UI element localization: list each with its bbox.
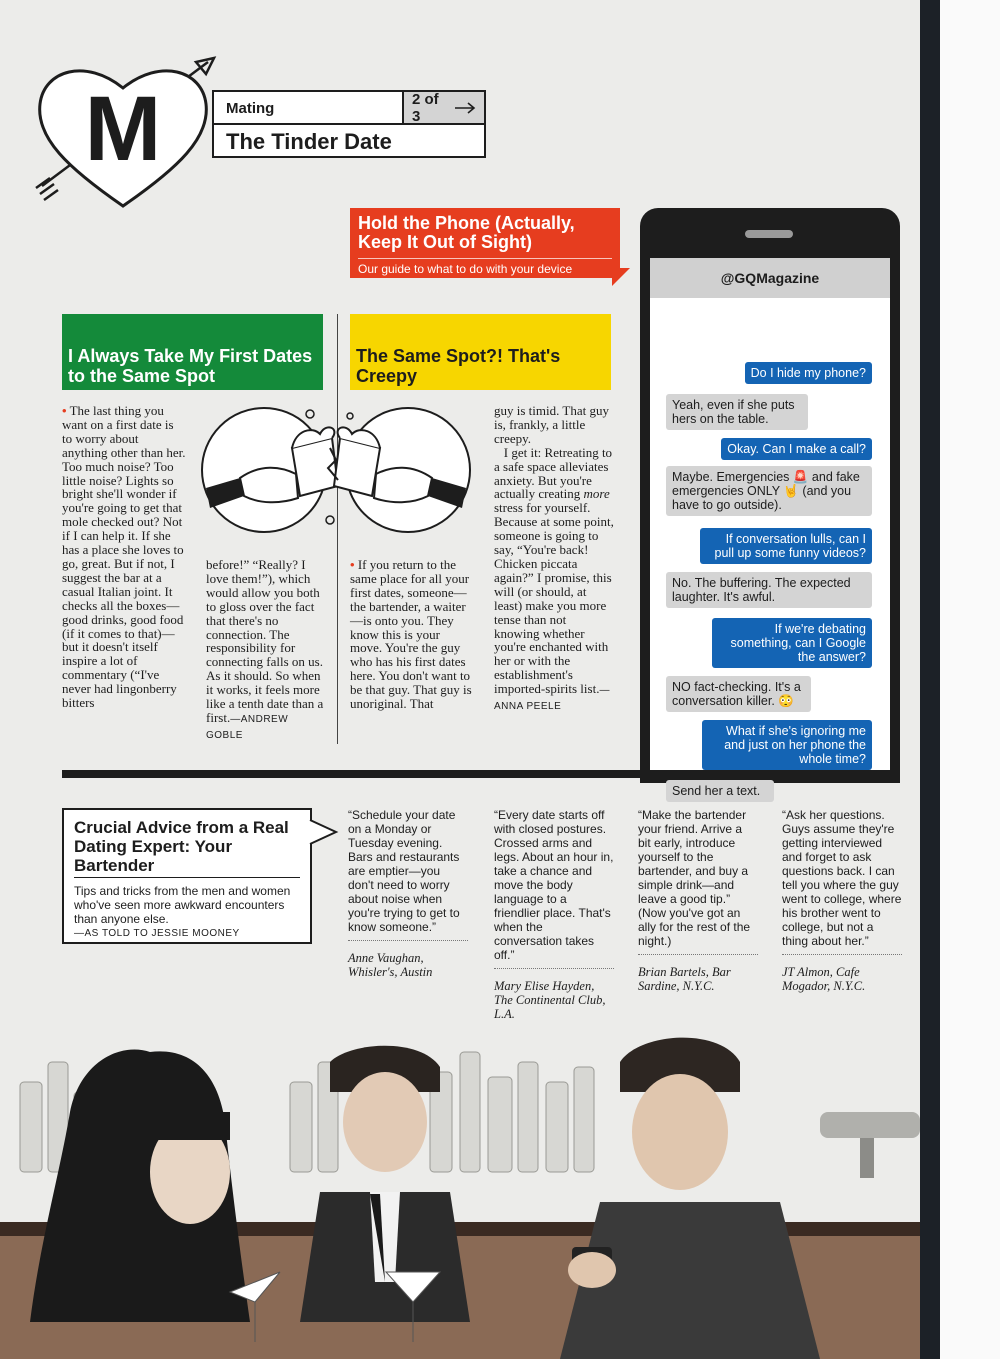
- advice-box: [62, 808, 312, 944]
- quote-text: “Make the bartender your friend. Arrive a bit early, introduce yourself to the bartender, and buy a simple drink—and leave a good tip.” (Now you've got an ally for the rest of the night.): [638, 808, 751, 948]
- chat-bubble-received: NO fact-checking. It's a conversation killer. 😳: [666, 676, 811, 712]
- quote-text: “Ask her questions. Guys assume they're getting interviewed and forget to ask questions back. I can tell you where the guy went to college, where his brother went to college, but not a thing about her.”: [782, 808, 902, 948]
- page-edge-bar: [920, 0, 940, 1359]
- arrow-right-icon: [454, 102, 476, 114]
- bartender-quote: [348, 808, 468, 979]
- bartender-quote: [494, 808, 614, 1021]
- right-story-col1: [350, 558, 472, 740]
- right-story-headline: The Same Spot?! That's Creepy: [350, 314, 611, 390]
- chat-bubble-received: Send her a text.: [666, 780, 774, 802]
- section-divider: [62, 770, 900, 778]
- page-title: The Tinder Date: [226, 129, 392, 154]
- section-label: Mating: [226, 100, 275, 117]
- chat-handle: @GQMagazine: [650, 258, 890, 298]
- page-indicator[interactable]: [402, 92, 484, 123]
- quote-attribution: JT Almon, Cafe Mogador, N.Y.C.: [782, 954, 902, 993]
- right-story-byline: —ANNA PEELE: [494, 685, 610, 713]
- callout-tail: [612, 268, 630, 286]
- callout-title: Hold the Phone (Actually, Keep It Out of Sight): [358, 213, 575, 252]
- bar-scene-illustration: [0, 1022, 920, 1359]
- section-header: [212, 90, 486, 158]
- chat-bubble-sent: If we're debating something, can I Google the answer?: [712, 618, 872, 668]
- chat-bubble-sent: Okay. Can I make a call?: [721, 438, 872, 460]
- left-story-col2: [206, 558, 326, 740]
- bullet-icon: •: [350, 557, 355, 572]
- left-story-byline: —ANDREW GOBLE: [206, 713, 289, 741]
- quote-text: “Schedule your date on a Monday or Tuesday evening. Bars and restaurants are emptier—you don't need to worry about noise when you're trying to get to know someone.”: [348, 808, 460, 934]
- right-story-col2-text-c: stress for yourself. Because at some point, someone is going to say, “You're back! Chicken piccata again?” I promise, this will (or should, at least) make you more tense than not knowing whether you're enchanted with her or with the establishment's imported-spirits list.: [494, 500, 614, 697]
- chat-bubble-sent: What if she's ignoring me and just on her phone the whole time?: [702, 720, 872, 770]
- phone-illustration: [640, 208, 900, 798]
- advice-headline: Crucial Advice from a Real Dating Expert: Your Bartender: [74, 818, 300, 878]
- chat-bubble-sent: Do I hide my phone?: [745, 362, 872, 384]
- advice-box-pointer: [310, 818, 338, 846]
- advice-dek: Tips and tricks from the men and women who've seen more awkward encounters than anyone else.: [74, 884, 291, 926]
- quote-attribution: Mary Elise Hayden, The Continental Club, L.A.: [494, 968, 614, 1021]
- page-margin: [940, 0, 1000, 1359]
- right-story-col2: [494, 404, 614, 740]
- quote-attribution: Anne Vaughan, Whisler's, Austin: [348, 940, 468, 979]
- left-story-headline: I Always Take My First Dates to the Same Spot: [62, 314, 323, 390]
- chat-bubble-received: No. The buffering. The expected laughter. It's awful.: [666, 572, 872, 608]
- phone-speaker: [745, 230, 793, 238]
- left-story-col2-text: before!” “Really? I love them!”), which would allow you both to gloss over the fact that there's no connection. The responsibility for connecting falls on us. As it should. So when it works, it feels more like a tenth date than a first.: [206, 557, 324, 725]
- heart-arrow-logo: [28, 48, 218, 218]
- chat-bubble-sent: If conversation lulls, can I pull up some funny videos?: [700, 528, 872, 564]
- phone-callout: [350, 208, 620, 278]
- right-story-col2-text-a: guy is timid. That guy is, frankly, a little creepy.: [494, 403, 609, 446]
- phone-screen: [650, 258, 890, 798]
- advice-byline: —AS TOLD TO JESSIE MOONEY: [74, 928, 240, 939]
- quote-attribution: Brian Bartels, Bar Sardine, N.Y.C.: [638, 954, 758, 993]
- callout-subtitle: Our guide to what to do with your device: [358, 258, 612, 276]
- bartender-quote: [782, 808, 902, 993]
- beer-toast-illustration: [200, 408, 472, 532]
- right-story-emphasis: more: [583, 486, 610, 502]
- right-story-col1-text: If you return to the same place for all your first dates, someone—the bartender, a waiter—is onto you. They know this is your move. You're the guy who has his first dates here. You don't want to be that guy. That guy is unoriginal. That: [350, 557, 472, 712]
- left-story-col1-text: The last thing you want on a first date is to worry about anything other than her. Too much noise? Too little noise? Lights so bright she'll wonder if you're going to get that mole checked out? Not if I can help it. If she has a place she loves to go, great. But if not, I suggest the bar at a casual Italian joint. It checks all the boxes—good drinks, good food (if it comes to that)—but it doesn't itself inspire a lot of commentary (“I've never had lingonberry bitters: [62, 403, 186, 711]
- bullet-icon: •: [62, 403, 67, 418]
- chat-bubble-received: Maybe. Emergencies 🚨 and fake emergencies ONLY 🤘 (and you have to go outside).: [666, 466, 872, 516]
- chat-bubble-received: Yeah, even if she puts hers on the table.: [666, 394, 808, 430]
- logo-letter: M: [84, 78, 162, 180]
- quote-text: “Every date starts off with closed postures. Crossed arms and legs. About an hour in, take a chance and move the body language to a friendlier place. That's when the conversation takes off.”: [494, 808, 614, 962]
- page-indicator-label: 2 of 3: [412, 90, 439, 125]
- bartender-quote: [638, 808, 758, 993]
- left-story-col1: [62, 404, 186, 740]
- right-story-col2-text-b: I get it: Retreating to a safe space alleviates anxiety. But you're actually creating: [494, 444, 613, 502]
